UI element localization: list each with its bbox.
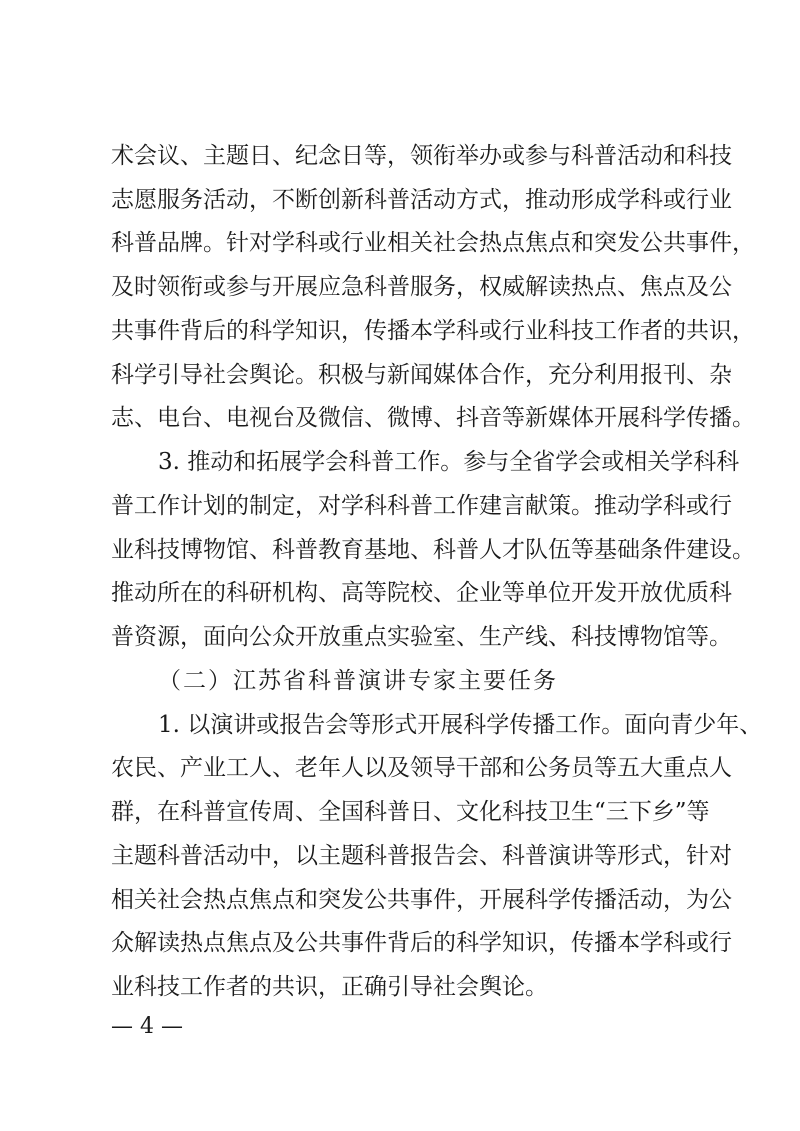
paragraph-1-line-2: 志愿服务活动，不断创新科普活动方式，推动形成学科或行业	[111, 186, 732, 213]
paragraph-3-line-6: 众解读热点焦点及公共事件背后的科学知识，传播本学科或行	[111, 930, 732, 957]
paragraph-3-line-5: 相关社会热点焦点和突发公共事件，开展科学传播活动，为公	[111, 886, 732, 913]
paragraph-2-line-1: 3. 推动和拓展学会科普工作。参与全省学会或相关学科科	[158, 449, 740, 476]
paragraph-1-line-3: 科普品牌。针对学科或行业相关社会热点焦点和突发公共事件，	[111, 230, 755, 257]
paragraph-1-line-5: 共事件背后的科学知识，传播本学科或行业科技工作者的共识，	[111, 317, 755, 344]
paragraph-3-line-4: 主题科普活动中，以主题科普报告会、科普演讲等形式，针对	[111, 842, 732, 869]
paragraph-2-line-2: 普工作计划的制定，对学科科普工作建言献策。推动学科或行	[111, 492, 732, 519]
paragraph-3-line-1: 1. 以演讲或报告会等形式开展科学传播工作。面向青少年、	[158, 711, 763, 738]
paragraph-1-line-6: 科学引导社会舆论。积极与新闻媒体合作，充分利用报刊、杂	[111, 361, 732, 388]
paragraph-3-line-7: 业科技工作者的共识，正确引导社会舆论。	[111, 974, 548, 1000]
paragraph-3-line-3: 群，在科普宣传周、全国科普日、文化科技卫生“三下乡”等	[111, 799, 710, 826]
page-number: — 4 —	[111, 1014, 183, 1039]
paragraph-1-line-1: 术会议、主题日、纪念日等，领衔举办或参与科普活动和科技	[111, 143, 732, 169]
paragraph-2-line-4: 推动所在的科研机构、高等院校、企业等单位开发开放优质科	[111, 580, 732, 607]
paragraph-1-line-7: 志、电台、电视台及微信、微博、抖音等新媒体开展科学传播。	[111, 405, 755, 432]
paragraph-2-line-3: 业科技博物馆、科普教育基地、科普人才队伍等基础条件建设。	[111, 536, 755, 563]
paragraph-1-line-4: 及时领衔或参与开展应急科普服务，权威解读热点、焦点及公	[111, 274, 732, 301]
paragraph-3-line-2: 农民、产业工人、老年人以及领导干部和公务员等五大重点人	[111, 755, 732, 782]
section-heading: （二）江苏省科普演讲专家主要任务	[158, 667, 558, 694]
paragraph-2-line-5: 普资源，面向公众开放重点实验室、生产线、科技博物馆等。	[111, 624, 732, 651]
